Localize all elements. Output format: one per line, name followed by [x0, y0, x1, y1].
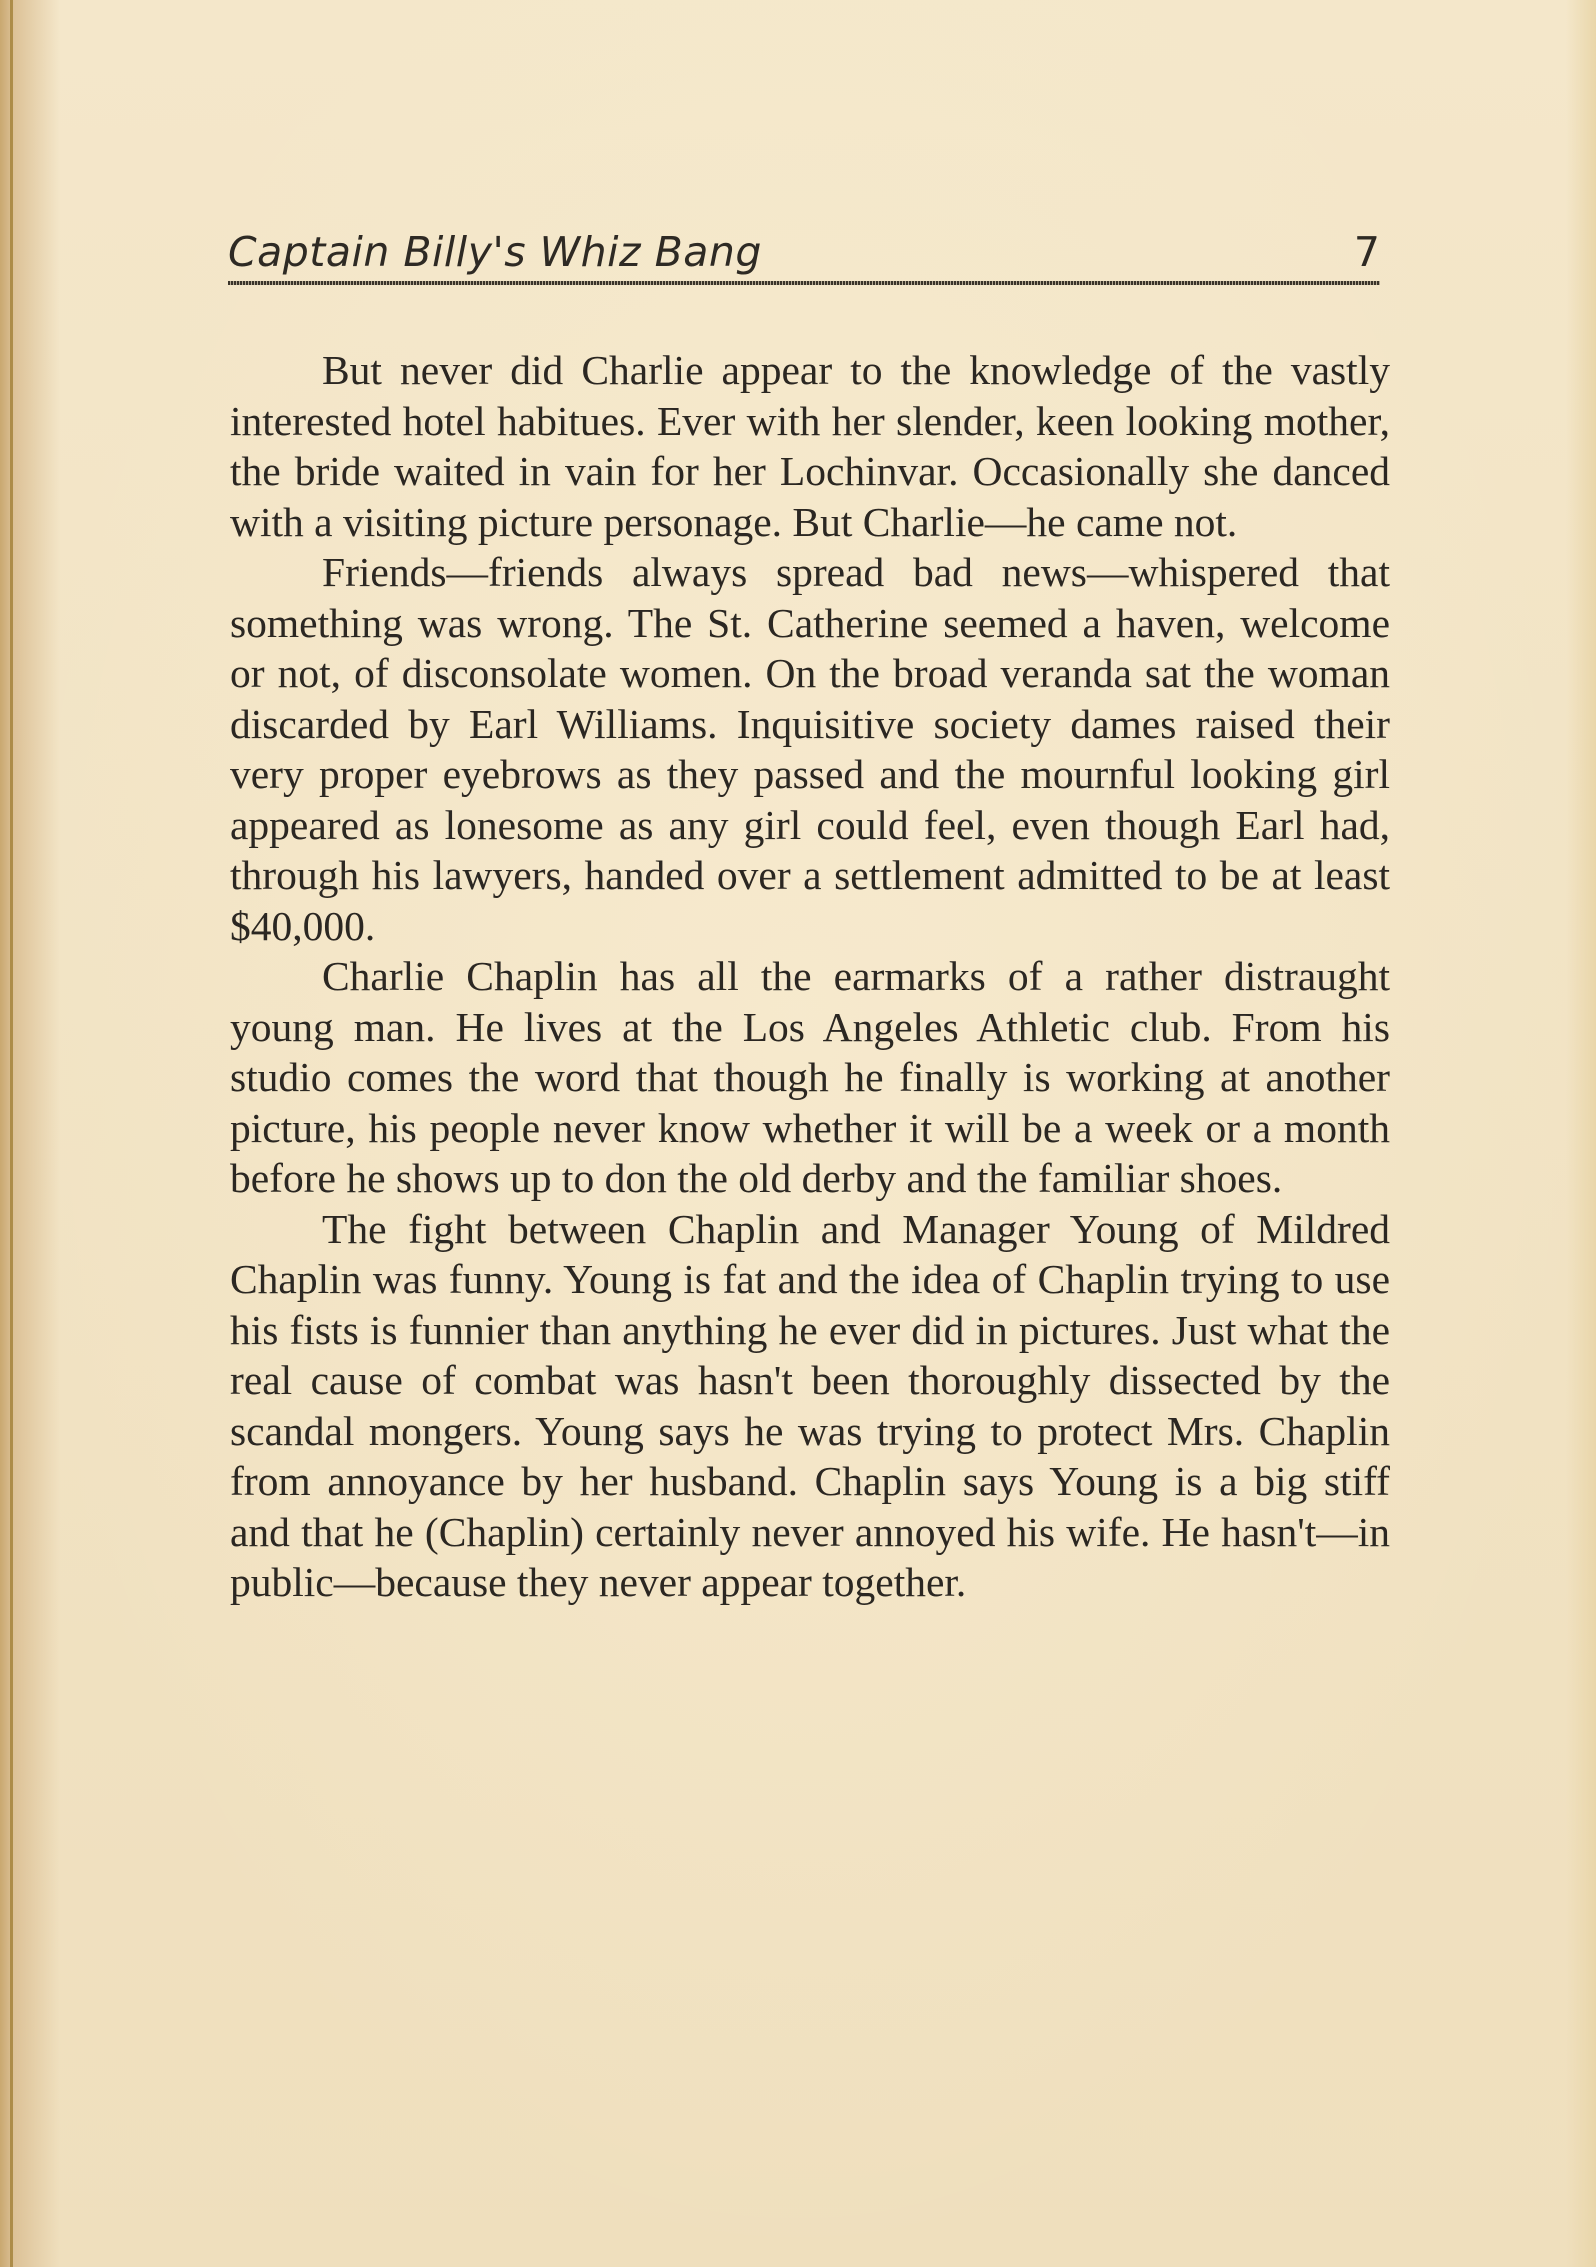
page-edge — [1566, 0, 1596, 2267]
paragraph: But never did Charlie appear to the knowledge of the vastly interested hotel habitues. Ever with her slender, keen looking mother, the bride waited in vain for her Lochinvar. Occasionally she danced with a visiting picture personage. But Charlie—he came not. — [230, 347, 1390, 545]
page-number: 7 — [1353, 228, 1380, 276]
paragraph: Friends—friends always spread bad news—whispered that something was wrong. The St. Catherine seemed a haven, welcome or not, of disconsolate women. On the broad veranda sat the woman discarded by Earl Williams. Inquisitive society dames raised their very proper eyebrows as they passed and the mournful looking girl appeared as lonesome as any girl could feel, even though Earl had, through his lawyers, handed over a settlement admitted to be at least $40,000. — [230, 549, 1390, 949]
header-rule — [228, 281, 1380, 285]
publication-title: Captain Billy's Whiz Bang — [228, 228, 762, 276]
running-head — [228, 228, 1380, 288]
article-body — [230, 345, 1390, 1608]
paragraph: Charlie Chaplin has all the earmarks of a rather distraught young man. He lives at the Los Angeles Athletic club. From his studio comes the word that though he finally is working at another picture, his people never know whether it will be a week or a month before he shows up to don the old derby and the familiar shoes. — [230, 953, 1390, 1201]
paragraph: The fight between Chaplin and Manager Young of Mildred Chaplin was funny. Young is fat and the idea of Chaplin trying to use his fists is funnier than anything he ever did in pictures. Just what the real cause of combat was hasn't been thoroughly dissected by the scandal mongers. Young says he was trying to protect Mrs. Chaplin from annoyance by her husband. Chaplin says Young is a big stiff and that he (Chaplin) certainly never annoyed his wife. He hasn't—in public—because they never appear together. — [230, 1205, 1390, 1605]
binding-edge — [10, 0, 13, 2267]
binding-shadow — [0, 0, 60, 2267]
